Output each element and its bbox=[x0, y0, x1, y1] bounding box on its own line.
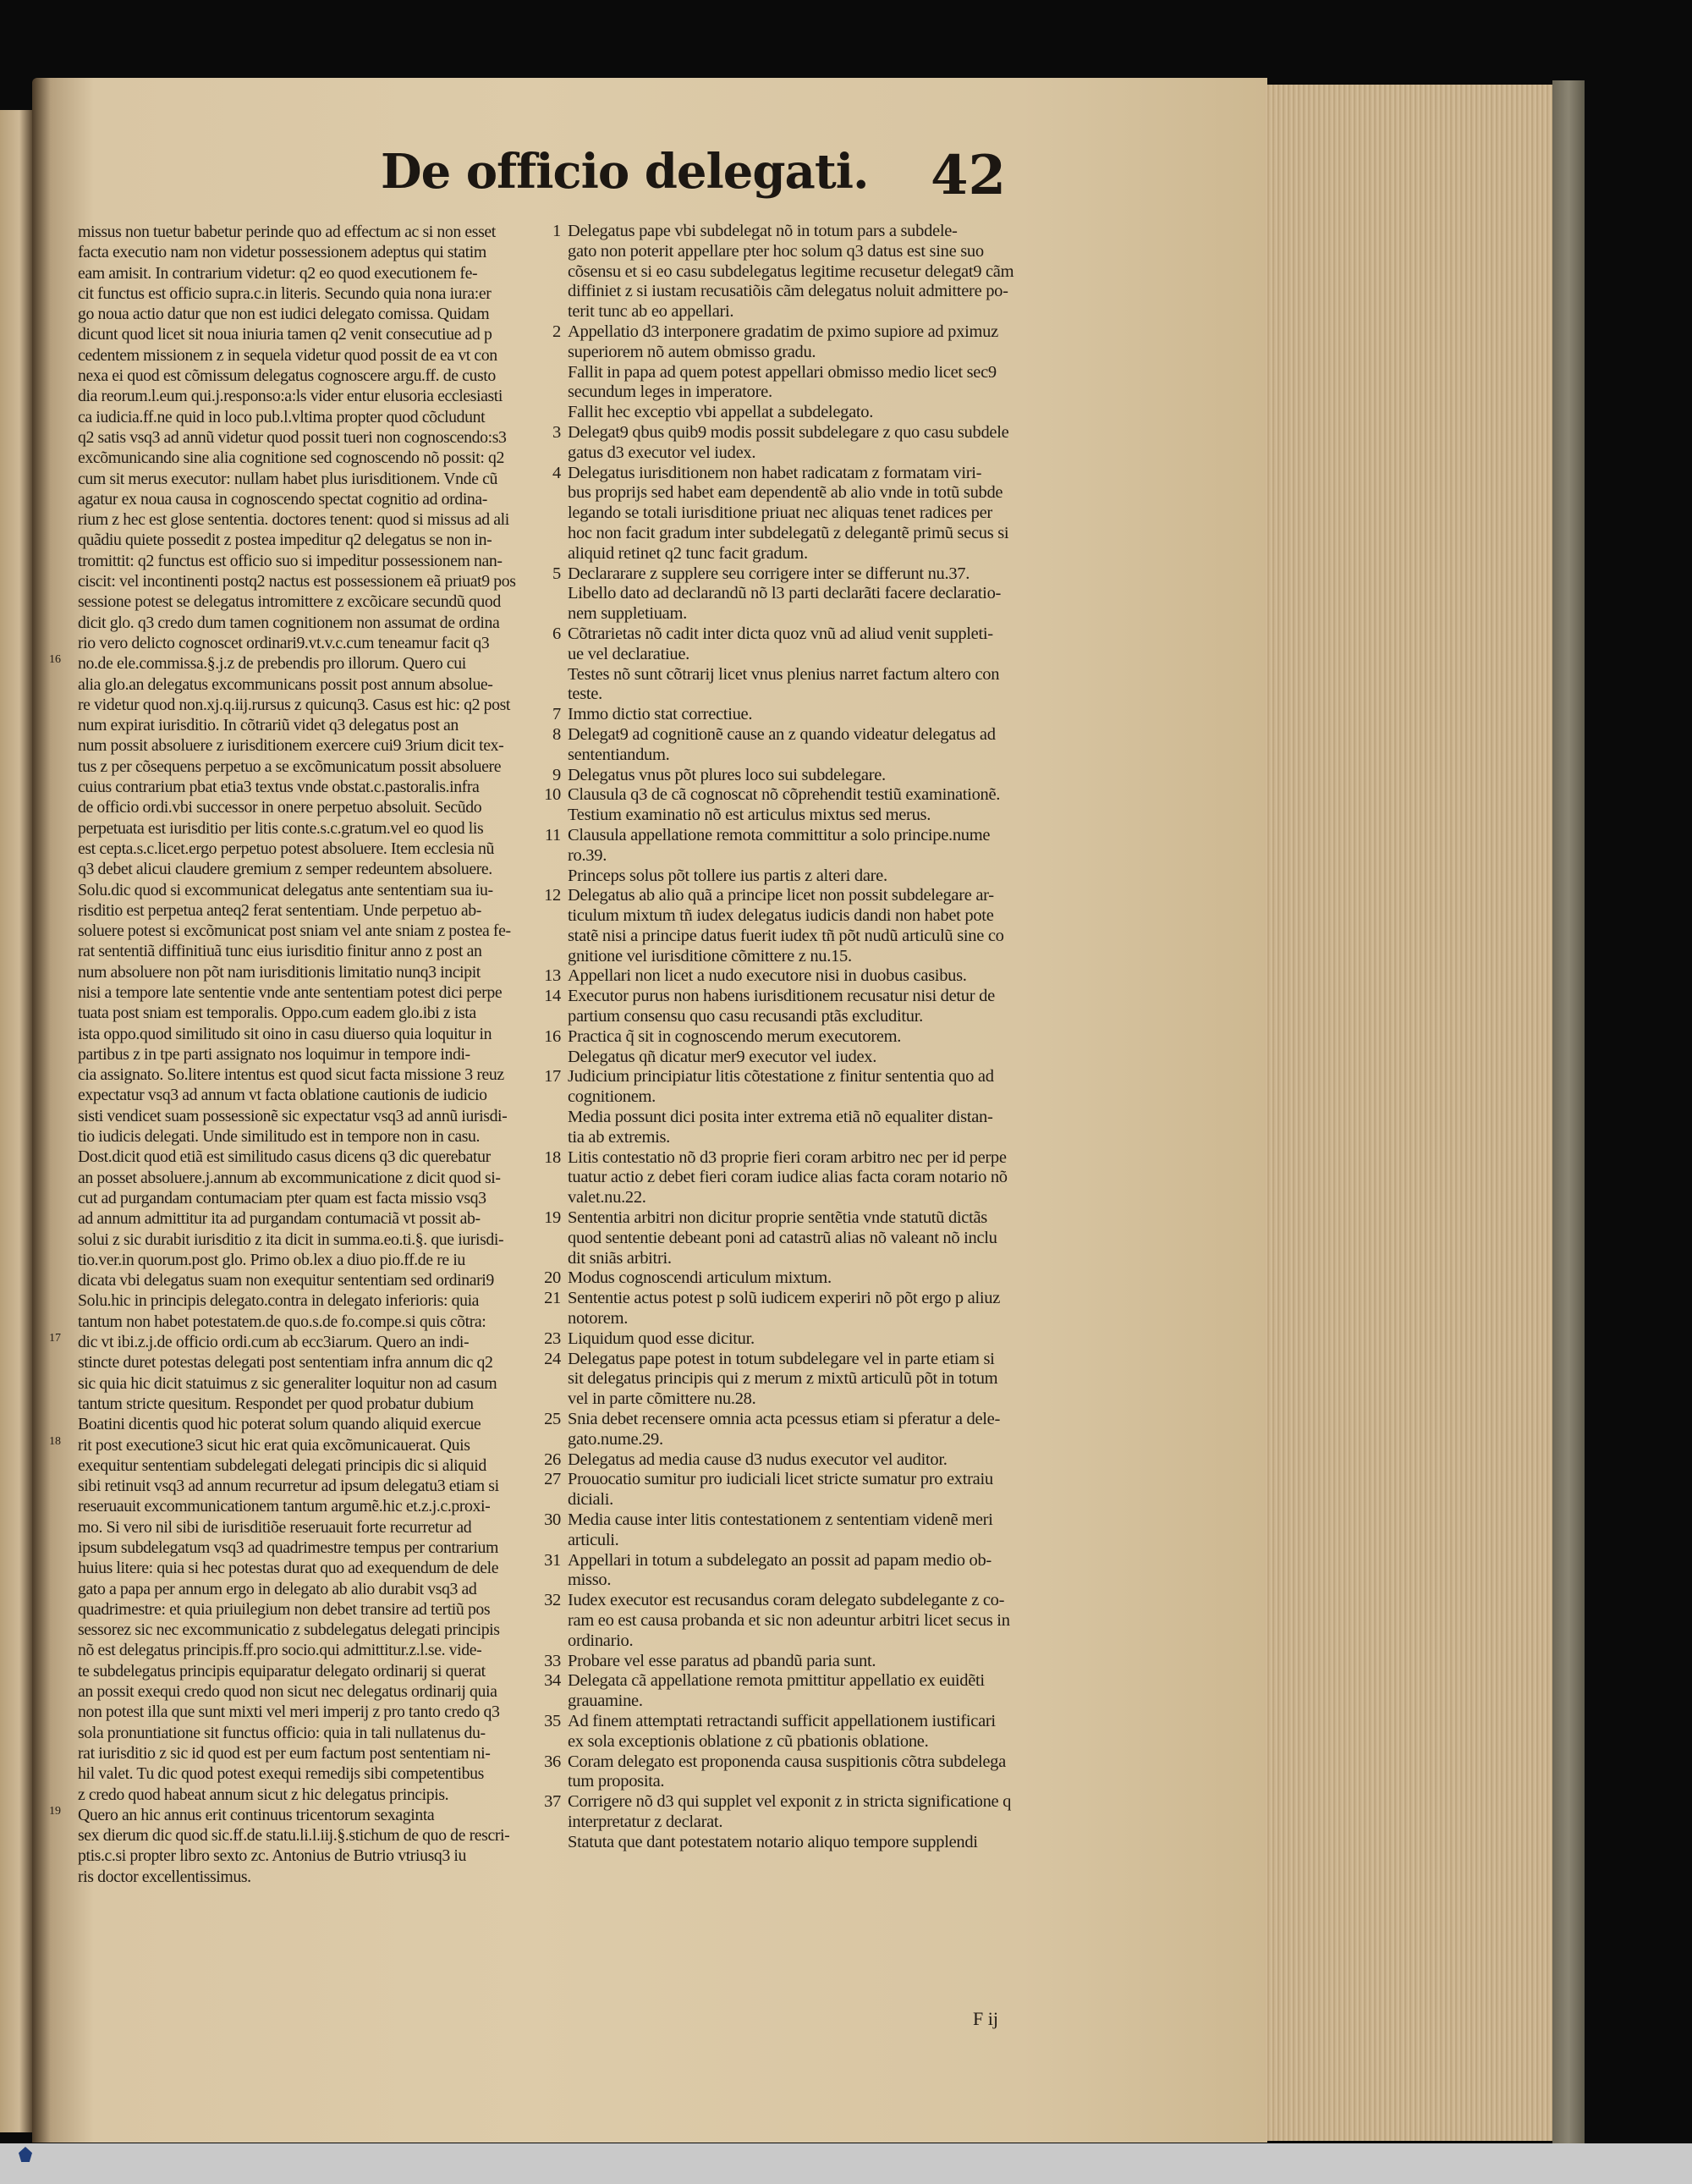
margin-number: 19 bbox=[49, 1805, 61, 1818]
summary-line bbox=[529, 1208, 1079, 1229]
commentary-line: quãdiu quiete possedit z postea impeditur q2 delegatus se non in- bbox=[78, 531, 492, 550]
summary-number: 8 bbox=[552, 724, 561, 744]
summary-line bbox=[529, 1571, 1079, 1591]
commentary-line: quadrimestre: et quia priuilegium non debet transire ad tertiũ pos bbox=[78, 1599, 491, 1619]
summary-text: Fallit hec exceptio vbi appellat a subdelegato. bbox=[568, 403, 874, 422]
summary-line bbox=[529, 382, 1079, 403]
summary-line bbox=[529, 222, 1079, 242]
commentary-line: an posset absoluere.j.annum ab excommunicatione z dicit quod si- bbox=[78, 1168, 501, 1187]
commentary-line: q2 satis vsq3 ad annũ videtur quod possit tueri non cognoscendo:s3 bbox=[78, 427, 507, 447]
summary-text: Delegatus ad media cause d3 nudus executor vel auditor. bbox=[568, 1450, 948, 1469]
commentary-line: rat iurisditio z sic id quod est per eum factum post sententiam ni- bbox=[78, 1743, 491, 1763]
commentary-line: rio vero delicto cognoscet ordinari9.vt.v.c.cum teneamur facit q3 bbox=[78, 633, 490, 652]
summary-line bbox=[529, 1551, 1079, 1571]
commentary-line: tromittit: q2 functus est officio suo si impeditur possessionem nan- bbox=[78, 551, 503, 570]
commentary-line: cum sit merus executor: nullam habet plus iurisditionem. Vnde cũ bbox=[78, 469, 497, 488]
summary-line bbox=[529, 1369, 1079, 1389]
summary-text: ram eo est causa probanda et sic non adeuntur arbitri licet secus in bbox=[568, 1610, 1010, 1630]
commentary-line: ciscit: vel incontinenti postq2 nactus est possessionem eã priuat9 pos bbox=[78, 572, 516, 591]
summary-text: tuatur actio z debet fieri coram iudice alias facta coram notario nõ bbox=[568, 1168, 1008, 1187]
summary-text: Statuta que dant potestatem notario aliquo tempore supplendi bbox=[568, 1832, 978, 1851]
commentary-line: excõmunicando sine alia cognitione sed cognoscendo nõ possit: q2 bbox=[78, 448, 504, 468]
summary-line bbox=[529, 1309, 1079, 1329]
summary-line bbox=[529, 665, 1079, 685]
summary-line bbox=[529, 1067, 1079, 1087]
summary-number: 36 bbox=[544, 1752, 561, 1771]
summary-text: dit sniãs arbitri. bbox=[568, 1248, 672, 1268]
summary-line bbox=[529, 1732, 1079, 1752]
summary-text: Immo dictio stat correctiue. bbox=[568, 705, 753, 724]
summary-text: Ad finem attemptati retractandi sufficit appellationem iustificari bbox=[568, 1711, 996, 1730]
summary-line bbox=[529, 1268, 1079, 1289]
commentary-line: ad annum admittitur ita ad purgandam contumaciã vt possit ab- bbox=[78, 1209, 481, 1229]
commentary-line: rit post executione3 sicut hic erat quia excõmunicauerat. Quis bbox=[78, 1435, 470, 1455]
summary-line bbox=[529, 705, 1079, 725]
summary-text: tia ab extremis. bbox=[568, 1127, 671, 1147]
summary-line bbox=[529, 745, 1079, 766]
summary-text: Probare vel esse paratus ad pbandũ paria sunt. bbox=[568, 1651, 876, 1670]
commentary-line: no.de ele.commissa.§.j.z de prebendis pro illorum. Quero cui bbox=[78, 654, 466, 674]
summary-line bbox=[529, 1108, 1079, 1128]
summary-line bbox=[529, 806, 1079, 826]
summary-text: Appellari non licet a nudo executore nisi in duobus casibus. bbox=[568, 966, 967, 986]
margin-number: 17 bbox=[49, 1332, 61, 1345]
summary-line bbox=[529, 725, 1079, 745]
summary-line bbox=[529, 1833, 1079, 1853]
summary-number: 13 bbox=[544, 966, 561, 986]
summary-line bbox=[529, 1611, 1079, 1631]
summary-line bbox=[529, 1752, 1079, 1773]
summary-text: Coram delegato est proponenda causa suspitionis cõtra subdelega bbox=[568, 1752, 1006, 1771]
summary-number: 11 bbox=[544, 825, 561, 844]
summary-line bbox=[529, 242, 1079, 262]
summary-text: Delegata cã appellatione remota pmittitur appellatio ex euidẽti bbox=[568, 1671, 985, 1691]
summary-line bbox=[529, 403, 1079, 423]
commentary-line: sessione potest se delegatus intromittere z excõicare secundũ quod bbox=[78, 592, 501, 612]
summary-line bbox=[529, 947, 1079, 967]
summary-line bbox=[529, 1813, 1079, 1833]
summary-text: cõsensu et si eo casu subdelegatus legitime recusetur delegat9 cãm bbox=[568, 261, 1014, 281]
summary-line bbox=[529, 564, 1079, 585]
summary-number: 4 bbox=[552, 463, 561, 482]
summary-line bbox=[529, 1350, 1079, 1370]
summary-number: 6 bbox=[552, 624, 561, 643]
summary-text: ro.39. bbox=[568, 845, 607, 865]
commentary-line: exequitur sententiam subdelegati delegati principis dic si aliquid bbox=[78, 1455, 486, 1475]
summary-line bbox=[529, 1490, 1079, 1510]
commentary-line: ipsum subdelegatum vsq3 ad quadrimestre tempus per contrarium bbox=[78, 1538, 498, 1557]
summary-text: sit delegatus principis qui z merum z mixtũ articulũ põt in totum bbox=[568, 1369, 998, 1389]
summary-line bbox=[529, 645, 1079, 665]
summary-text: Libello dato ad declarandũ nõ l3 parti declarãti facere declaratio- bbox=[568, 584, 1002, 603]
margin-number: 16 bbox=[49, 653, 61, 667]
commentary-line: facta executio nam non videtur possessionem adeptus qui statim bbox=[78, 243, 486, 262]
summary-text: Delegatus qñ dicatur mer9 executor vel iudex. bbox=[568, 1047, 877, 1066]
summary-line bbox=[529, 1430, 1079, 1450]
summary-text: Delegat9 ad cognitionẽ cause an z quando videatur delegatus ad bbox=[568, 724, 996, 744]
commentary-line: num possit absoluere z iurisditionem exercere cui9 3rium dicit tex- bbox=[78, 736, 504, 756]
commentary-line: huius litere: quia si hec potestas durat quo ad exequendum de dele bbox=[78, 1559, 499, 1578]
summary-line bbox=[529, 886, 1079, 906]
summary-number: 12 bbox=[544, 886, 561, 905]
commentary-line: tuata post sniam est temporalis. Oppo.cum eadem glo.ibi z ista bbox=[78, 1004, 476, 1023]
commentary-line: ista oppo.quod similitudo sit oino in casu diuerso quia loquitur in bbox=[78, 1024, 492, 1043]
summary-number: 34 bbox=[544, 1671, 561, 1691]
commentary-line: nisi a tempore late sententie vnde ante sententiam potest dici perpe bbox=[78, 982, 503, 1002]
summary-line bbox=[529, 464, 1079, 484]
commentary-line: re videtur quod non.xj.q.iij.rursus z quicunq3. Casus est hic: q2 post bbox=[78, 695, 510, 714]
commentary-line: tantum stricte quesitum. Respondet per quod probatur dubium bbox=[78, 1394, 474, 1413]
summary-line bbox=[529, 1772, 1079, 1792]
summary-text: Testes nõ sunt cõtrarij licet vnus plenius narret factum altero con bbox=[568, 664, 1000, 684]
commentary-line: Solu.hic in principis delegato.contra in delegato inferioris: quia bbox=[78, 1291, 480, 1311]
summary-text: terit tunc ab eo appellari. bbox=[568, 302, 734, 322]
summary-text: gato non poterit appellare pter hoc solum q3 datus est sine suo bbox=[568, 241, 984, 261]
summary-text: Delegatus pape potest in totum subdelegare vel in parte etiam si bbox=[568, 1349, 995, 1368]
summary-text: articuli. bbox=[568, 1530, 619, 1549]
summary-text: Snia debet recensere omnia acta pcessus etiam si pferatur a dele- bbox=[568, 1410, 1000, 1429]
summary-number: 18 bbox=[544, 1147, 561, 1167]
summary-number: 21 bbox=[544, 1289, 561, 1308]
summary-line bbox=[529, 302, 1079, 322]
commentary-line: sola pronuntiatione sit functus officio: quia in tali nullatenus du- bbox=[78, 1723, 486, 1742]
summary-text: Appellatio d3 interponere gradatim de pximo supiore ad pximuz bbox=[568, 322, 998, 341]
commentary-line: num absoluere non põt nam iurisditionis limitatio nunq3 incipit bbox=[78, 962, 481, 982]
commentary-line: Dost.dicit quod etiã est similitudo casus dicens q3 dic querebatur bbox=[78, 1147, 491, 1167]
summary-line bbox=[529, 1168, 1079, 1188]
commentary-line: stincte duret potestas delegati post sententiam infra annum dic q2 bbox=[78, 1353, 493, 1373]
commentary-line: dicunt quod licet sit noua iniuria tamen q2 venit consecutiue ad p bbox=[78, 325, 492, 344]
summary-column bbox=[529, 222, 1079, 1965]
summary-text: Corrigere nõ d3 qui supplet vel exponit z in stricta significatione q bbox=[568, 1792, 1012, 1812]
commentary-line: est cepta.s.c.licet.ergo perpetuo potest absoluere. Item ecclesia nũ bbox=[78, 839, 495, 858]
summary-number: 1 bbox=[552, 222, 561, 240]
summary-text: legando se totali iurisditione priuat nec aliquas tenet radices per bbox=[568, 503, 992, 523]
summary-number: 25 bbox=[544, 1410, 561, 1429]
summary-line bbox=[529, 343, 1079, 363]
commentary-line: q3 debet alicui claudere gremium z semper redeuntem absoluere. bbox=[78, 860, 492, 879]
commentary-line: risditio est perpetua anteq2 ferat sententiam. Unde perpetuo ab- bbox=[78, 900, 481, 920]
commentary-line: cia assignato. So.litere intentus est quod sicut facta missione 3 reuz bbox=[78, 1065, 504, 1085]
commentary-line: te subdelegatus principis equiparatur delegato ordinarij si querat bbox=[78, 1661, 486, 1681]
summary-line bbox=[529, 1329, 1079, 1350]
summary-text: Cõtrarietas nõ cadit inter dicta quoz vnũ ad aliud venit suppleti- bbox=[568, 624, 993, 643]
summary-text: valet.nu.22. bbox=[568, 1188, 646, 1208]
summary-text: Fallit in papa ad quem potest appellari obmisso medio licet sec9 bbox=[568, 362, 997, 382]
summary-text: ex sola exceptionis oblatione z cũ pbationis oblatione. bbox=[568, 1731, 929, 1751]
page-title: De officio delegati. bbox=[381, 144, 869, 200]
summary-line bbox=[529, 1792, 1079, 1813]
summary-text: Princeps solus põt tollere ius partis z alteri dare. bbox=[568, 866, 887, 885]
commentary-line: sisti vendicet suam possessionẽ sic expectatur vsq3 ad annũ iurisdi- bbox=[78, 1106, 508, 1125]
summary-text: tum proposita. bbox=[568, 1772, 665, 1791]
summary-line bbox=[529, 1410, 1079, 1430]
summary-text: teste. bbox=[568, 685, 602, 704]
page-block-fore-edge bbox=[1265, 85, 1552, 2141]
commentary-line: rium z hec est glose sententia. doctores tenent: quod si missus ad ali bbox=[78, 510, 509, 530]
summary-text: Prouocatio sumitur pro iudiciali licet stricte sumatur pro extraiu bbox=[568, 1470, 993, 1489]
commentary-line: sessorez sic nec excommunicatio z subdelegatus delegati principis bbox=[78, 1620, 500, 1640]
summary-line bbox=[529, 966, 1079, 987]
summary-number: 37 bbox=[544, 1792, 561, 1812]
summary-text: Delegatus ab alio quã a principe licet non possit subdelegare ar- bbox=[568, 886, 994, 905]
commentary-line: cedentem missionem z in sequela videtur quod possit de ea vt con bbox=[78, 345, 497, 365]
commentary-line: Solu.dic quod si excommunicat delegatus ante sententiam sua iu- bbox=[78, 880, 493, 899]
summary-line bbox=[529, 322, 1079, 343]
summary-line bbox=[529, 927, 1079, 947]
summary-text: ordinario. bbox=[568, 1631, 634, 1650]
commentary-line: expectatur vsq3 ad annum vt facta oblatione cautionis de iudicio bbox=[78, 1086, 487, 1105]
summary-text: interpretatur z declarat. bbox=[568, 1812, 723, 1831]
summary-line bbox=[529, 1652, 1079, 1672]
library-logo-icon bbox=[19, 2147, 32, 2162]
commentary-line: tio.ver.in quorum.post glo. Primo ob.lex a diuo pio.ff.de re iu bbox=[78, 1250, 465, 1269]
commentary-line: mo. Si vero nil sibi de iurisditiõe reseruauit forte recurretur ad bbox=[78, 1517, 472, 1537]
summary-line bbox=[529, 1188, 1079, 1208]
commentary-line: alia glo.an delegatus excommunicans possit post annum absolue- bbox=[78, 674, 493, 694]
summary-text: vel in parte cõmittere nu.28. bbox=[568, 1389, 756, 1409]
commentary-line: tantum non habet potestatem.de quo.s.de fo.compe.si quis cõtra: bbox=[78, 1312, 486, 1331]
summary-line bbox=[529, 282, 1079, 302]
summary-text: Litis contestatio nõ d3 proprie fieri coram arbitro nec per id perpe bbox=[568, 1147, 1007, 1167]
summary-number: 17 bbox=[544, 1067, 561, 1086]
commentary-line: cit functus est officio supra.c.in literis. Secundo quia nona iura:er bbox=[78, 283, 492, 303]
summary-line bbox=[529, 544, 1079, 564]
summary-text: Liquidum quod esse dicitur. bbox=[568, 1329, 755, 1348]
summary-line bbox=[529, 1692, 1079, 1712]
commentary-line: sibi retinuit vsq3 ad annum recurretur ad ipsum delegatu3 etiam si bbox=[78, 1477, 499, 1496]
summary-line bbox=[529, 987, 1079, 1007]
summary-text: Declararare z supplere seu corrigere inter se differunt nu.37. bbox=[568, 564, 970, 583]
summary-text: bus proprijs sed habet eam dependentẽ ab alio vnde in totũ subde bbox=[568, 483, 1003, 503]
summary-text: Sententie actus potest p solũ iudicem experiri nõ põt ergo p aliuz bbox=[568, 1289, 1000, 1308]
binding-board bbox=[1552, 80, 1585, 2145]
summary-text: Media possunt dici posita inter extrema etiã nõ equaliter distan- bbox=[568, 1108, 993, 1127]
summary-line bbox=[529, 1470, 1079, 1490]
summary-line bbox=[529, 443, 1079, 464]
commentary-line: ris doctor excellentissimus. bbox=[78, 1867, 251, 1886]
summary-number: 2 bbox=[552, 322, 561, 341]
commentary-line: solui z sic durabit iurisditio z ita dicit in summa.eo.ti.§. que iurisdi- bbox=[78, 1230, 504, 1249]
summary-line bbox=[529, 524, 1079, 544]
summary-text: Clausula q3 de cã cognoscat nõ cõprehendit testiũ examinationẽ. bbox=[568, 785, 1001, 805]
summary-line bbox=[529, 1712, 1079, 1732]
commentary-line: missus non tuetur babetur perinde quo ad effectum ac si non esset bbox=[78, 223, 496, 241]
commentary-line: ca iudicia.ff.ne quid in loco pub.l.vltima propter quod cõcludunt bbox=[78, 407, 486, 426]
commentary-line: perpetuata est iurisditio per litis conte.s.c.gratum.vel eo quod lis bbox=[78, 818, 484, 838]
summary-text: sententiandum. bbox=[568, 745, 670, 764]
commentary-line: an possit exequi credo quod non sicut nec delegatus ordinarij quia bbox=[78, 1682, 497, 1702]
commentary-line: z credo quod habeat annum sicut z hic delegatus principis. bbox=[78, 1785, 449, 1804]
summary-line bbox=[529, 483, 1079, 503]
commentary-line: nexa ei quod est cõmissum delegatus cognoscere argu.ff. de custo bbox=[78, 366, 496, 386]
summary-text: gato.nume.29. bbox=[568, 1429, 663, 1449]
summary-text: cognitionem. bbox=[568, 1087, 656, 1107]
summary-line bbox=[529, 866, 1079, 887]
commentary-line: go noua actio datur que non est iudici delegato comissa. Quidam bbox=[78, 305, 490, 324]
signature-mark: F ij bbox=[973, 2008, 998, 2029]
summary-text: partium consensu quo casu recusandi ptãs excluditur. bbox=[568, 1007, 923, 1026]
summary-number: 14 bbox=[544, 987, 561, 1006]
summary-line bbox=[529, 1027, 1079, 1048]
commentary-column bbox=[78, 222, 552, 1990]
summary-text: quod sententie debeant poni ad catastrũ alias nõ valeant nõ inclu bbox=[568, 1228, 997, 1247]
summary-line bbox=[529, 906, 1079, 927]
commentary-line: partibus z in tpe parti assignato nos loquimur in tempore indi- bbox=[78, 1044, 470, 1064]
viewer-footer-bar bbox=[0, 2143, 1692, 2184]
summary-text: notorem. bbox=[568, 1309, 629, 1329]
summary-line bbox=[529, 1148, 1079, 1169]
summary-number: 19 bbox=[544, 1208, 561, 1228]
summary-text: diciali. bbox=[568, 1490, 613, 1510]
summary-text: Appellari in totum a subdelegato an possit ad papam medio ob- bbox=[568, 1550, 992, 1570]
summary-text: Clausula appellatione remota committitur a solo principe.nume bbox=[568, 825, 991, 844]
summary-text: gatus d3 executor vel iudex. bbox=[568, 443, 756, 462]
summary-text: Executor purus non habens iurisditionem recusatur nisi detur de bbox=[568, 987, 995, 1006]
summary-number: 20 bbox=[544, 1268, 561, 1288]
summary-line bbox=[529, 766, 1079, 786]
summary-line bbox=[529, 1249, 1079, 1269]
summary-text: Sententia arbitri non dicitur proprie sentẽtia vnde statutũ dictãs bbox=[568, 1208, 987, 1228]
summary-text: misso. bbox=[568, 1571, 612, 1590]
summary-line bbox=[529, 1229, 1079, 1249]
summary-line bbox=[529, 624, 1079, 645]
summary-text: Delegatus vnus põt plures loco sui subdelegare. bbox=[568, 765, 886, 784]
summary-text: diffiniet z si iustam recusatiõis cãm delegatus noluit admittere po- bbox=[568, 282, 1008, 301]
summary-line bbox=[529, 363, 1079, 383]
summary-text: Practica q̃ sit in cognoscendo merum executorem. bbox=[568, 1026, 902, 1046]
summary-line bbox=[529, 846, 1079, 866]
commentary-line: sic quia hic dicit statuimus z sic generaliter loquitur non ad casum bbox=[78, 1373, 497, 1393]
summary-number: 35 bbox=[544, 1711, 561, 1730]
summary-text: statẽ nisi a principe datus fuerit iudex tñ põt nudũ articulũ sine co bbox=[568, 926, 1004, 945]
summary-line bbox=[529, 1128, 1079, 1148]
summary-line bbox=[529, 1450, 1079, 1471]
library-logo bbox=[7, 2143, 44, 2184]
summary-number: 3 bbox=[552, 422, 561, 442]
summary-number: 23 bbox=[544, 1329, 561, 1348]
summary-line bbox=[529, 1671, 1079, 1692]
summary-number: 16 bbox=[544, 1026, 561, 1046]
summary-line bbox=[529, 826, 1079, 846]
summary-number: 26 bbox=[544, 1450, 561, 1469]
summary-text: Testium examinatio nõ est articulus mixtus sed merus. bbox=[568, 806, 931, 825]
summary-number: 10 bbox=[544, 785, 561, 805]
summary-number: 7 bbox=[552, 705, 561, 724]
commentary-line: dia reorum.l.eum qui.j.responso:a:ls vider entur elusoria ecclesiasti bbox=[78, 387, 503, 406]
summary-number: 32 bbox=[544, 1591, 561, 1610]
commentary-line: Boatini dicentis quod hic poterat solum quando aliquid exercue bbox=[78, 1415, 481, 1434]
summary-number: 5 bbox=[552, 564, 561, 583]
summary-text: Modus cognoscendi articulum mixtum. bbox=[568, 1268, 832, 1288]
summary-text: Judicium principiatur litis cõtestatione z finitur sententia quo ad bbox=[568, 1067, 994, 1086]
summary-line bbox=[529, 584, 1079, 604]
summary-line bbox=[529, 503, 1079, 524]
commentary-line: dicit glo. q3 credo dum tamen cognitionem non assumat de ordina bbox=[78, 613, 500, 632]
commentary-line: hil valet. Tu dic quod potest exequi remedijs sibi competentibus bbox=[78, 1764, 484, 1784]
summary-line bbox=[529, 1389, 1079, 1410]
summary-line bbox=[529, 1631, 1079, 1652]
commentary-line: nõ est delegatus principis.ff.pro socio.qui admittitur.z.l.se. vide- bbox=[78, 1641, 482, 1660]
commentary-line: eam amisit. In contrarium videtur: q2 eo quod executionem fe- bbox=[78, 263, 478, 283]
summary-text: Media cause inter litis contestationem z sententiam videnẽ meri bbox=[568, 1510, 993, 1529]
summary-text: Delegatus iurisditionem non habet radicatam z formatam viri- bbox=[568, 463, 982, 482]
commentary-line: num expirat iurisditio. In cõtrariũ videt q3 delegatus post an bbox=[78, 716, 459, 735]
commentary-line: gato a papa per annum ergo in delegato ab alio durabit vsq3 ad bbox=[78, 1579, 477, 1598]
summary-line bbox=[529, 604, 1079, 624]
summary-line bbox=[529, 1087, 1079, 1108]
summary-line bbox=[529, 1007, 1079, 1027]
folio-number: 42 bbox=[931, 144, 1007, 207]
commentary-line: dic vt ibi.z.j.de officio ordi.cum ab ecc3iarum. Quero an indi- bbox=[78, 1333, 470, 1352]
summary-number: 30 bbox=[544, 1510, 561, 1529]
commentary-line: Quero an hic annus erit continuus tricentorum sexaginta bbox=[78, 1805, 435, 1824]
commentary-line: non potest illa que sunt mixti vel meri imperij z pro tanto credo q3 bbox=[78, 1703, 500, 1722]
summary-line bbox=[529, 1048, 1079, 1068]
summary-line bbox=[529, 262, 1079, 283]
commentary-line: cuius contrarium pbat etia3 textus vnde obstat.c.pastoralis.infra bbox=[78, 778, 480, 797]
commentary-line: sex dierum dic quod sic.ff.de statu.li.l.iij.§.stichum de quo de rescri- bbox=[78, 1826, 510, 1846]
left-page-edge bbox=[0, 110, 32, 2132]
summary-line bbox=[529, 423, 1079, 443]
summary-text: aliquid retinet q2 tunc facit gradum. bbox=[568, 543, 808, 563]
commentary-line: soluere potest si excõmunicat post sniam vel ante sniam z postea fe- bbox=[78, 921, 511, 941]
summary-text: Delegatus pape vbi subdelegat nõ in totum pars a subdele- bbox=[568, 222, 958, 240]
commentary-line: cut ad purgandam contumaciam pter quam est facta missio vsq3 bbox=[78, 1188, 486, 1208]
summary-text: ue vel declaratiue. bbox=[568, 644, 689, 663]
commentary-line: de officio ordi.vbi successor in onere perpetuo absoluit. Secũdo bbox=[78, 798, 482, 817]
summary-text: hoc non facit gradum inter subdelegatũ z delegantẽ primũ secus si bbox=[568, 523, 1009, 542]
summary-line bbox=[529, 685, 1079, 705]
summary-line bbox=[529, 1289, 1079, 1309]
commentary-line: tio iudicis delegati. Unde similitudo est in tempore non in casu. bbox=[78, 1127, 481, 1147]
summary-number: 9 bbox=[552, 765, 561, 784]
summary-number: 24 bbox=[544, 1349, 561, 1368]
commentary-line: reseruauit excommunicationem tantum argumẽ.hic et.z.j.c.proxi- bbox=[78, 1497, 491, 1516]
summary-text: nem suppletiuam. bbox=[568, 604, 687, 624]
summary-text: ticulum mixtum tñ iudex delegatus iudicis dandi non habet pote bbox=[568, 906, 994, 926]
summary-number: 31 bbox=[544, 1550, 561, 1570]
summary-text: gnitione vel iurisditione cõmittere z nu.15. bbox=[568, 946, 852, 965]
summary-number: 33 bbox=[544, 1651, 561, 1670]
summary-line bbox=[529, 785, 1079, 806]
commentary-line: tus z per cõsequens perpetuo a se excõmunicatum possit absoluere bbox=[78, 756, 502, 776]
commentary-line: dicata vbi delegatus suam non exequitur sententiam sed ordinari9 bbox=[78, 1271, 494, 1290]
summary-number: 27 bbox=[544, 1470, 561, 1489]
commentary-line: rat sententiã diffinitiuã tunc eius iurisditio finitur anno z post an bbox=[78, 942, 482, 961]
summary-line bbox=[529, 1510, 1079, 1531]
summary-line bbox=[529, 1591, 1079, 1611]
margin-number: 18 bbox=[49, 1434, 61, 1448]
summary-line bbox=[529, 1531, 1079, 1551]
summary-text: Delegat9 qbus quib9 modis possit subdelegare z quo casu subdele bbox=[568, 422, 1009, 442]
commentary-line: ptis.c.si propter libro sexto zc. Antonius de Butrio vtriusq3 iu bbox=[78, 1846, 466, 1866]
summary-text: secundum leges in imperatore. bbox=[568, 382, 772, 402]
summary-text: superiorem nõ autem obmisso gradu. bbox=[568, 342, 816, 361]
summary-text: grauamine. bbox=[568, 1692, 643, 1711]
summary-text: Iudex executor est recusandus coram delegato subdelegante z co- bbox=[568, 1591, 1005, 1610]
commentary-line: agatur ex noua causa in cognoscendo spectat cognitio ad ordina- bbox=[78, 489, 487, 509]
